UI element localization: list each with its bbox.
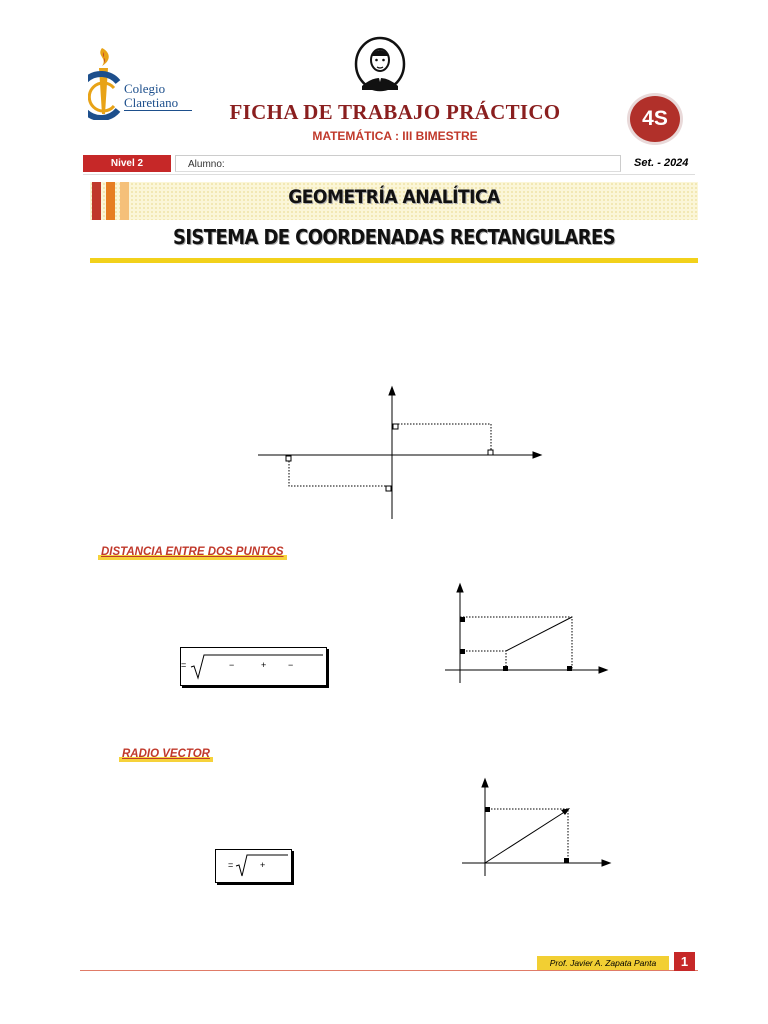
sqrt-icon [189,651,325,681]
level-tag: Nivel 2 [83,155,171,172]
label-box-x1 [488,450,493,455]
tick-x [564,858,569,863]
distance-minus-2: − [288,660,294,670]
point-b-projection [460,617,572,670]
point-b-projection [289,455,392,486]
x-axis-arrow [533,452,541,458]
date-label: Set. - 2024 [634,157,689,169]
point-a-projection [460,651,506,670]
radius-plus: + [260,860,266,870]
founder-portrait [352,36,408,96]
distance-diagram [445,582,611,684]
radius-vector-line [485,811,566,863]
tick-y1 [460,649,465,654]
logo-underline [124,110,192,111]
tick-x1 [503,666,508,671]
radius-equals: = [228,860,234,870]
page-subtitle: MATEMÁTICA : III BIMESTRE [312,129,478,143]
subtopic-heading: SISTEMA DE COORDENADAS RECTANGULARES [172,225,616,249]
label-box-y1 [393,424,398,429]
logo-text-line2: Claretiano [124,95,179,110]
distance-equals: = [181,660,187,670]
y-axis-arrow [457,584,463,592]
segment-ab [506,617,572,651]
footer-line [80,970,698,971]
tick-y [485,807,490,812]
topic-heading: GEOMETRÍA ANALÍTICA [288,186,500,208]
point-a-projection [392,424,491,455]
header-divider [83,174,695,175]
label-box-x2 [286,456,291,461]
grade-badge: 4S [627,93,683,145]
tick-x2 [567,666,572,671]
y-axis-arrow [482,779,488,787]
x-axis-arrow [599,667,607,673]
logo-text [124,82,178,110]
page-number: 1 [674,952,695,971]
student-name-field[interactable]: Alumno: [175,155,621,172]
cartesian-plane-diagram [255,385,545,525]
section-radius-vector-heading: RADIO VECTOR [119,748,213,762]
radius-vector-arrowhead [561,808,570,815]
radius-vector-diagram [462,777,614,877]
section-distance-heading: DISTANCIA ENTRE DOS PUNTOS [98,546,287,560]
distance-minus-1: − [229,660,235,670]
heading-underline [90,258,698,263]
page-title: FICHA DE TRABAJO PRÁCTICO [229,100,561,124]
label-box-y2 [386,486,391,491]
y-axis-arrow [389,387,395,395]
author-label: Prof. Javier A. Zapata Panta [537,956,669,970]
logo-text-line1: Colegio [124,81,166,96]
distance-plus: + [261,660,267,670]
distance-formula-box [180,647,327,686]
radius-formula-box [215,849,292,883]
tick-y2 [460,617,465,622]
x-axis-arrow [602,860,610,866]
